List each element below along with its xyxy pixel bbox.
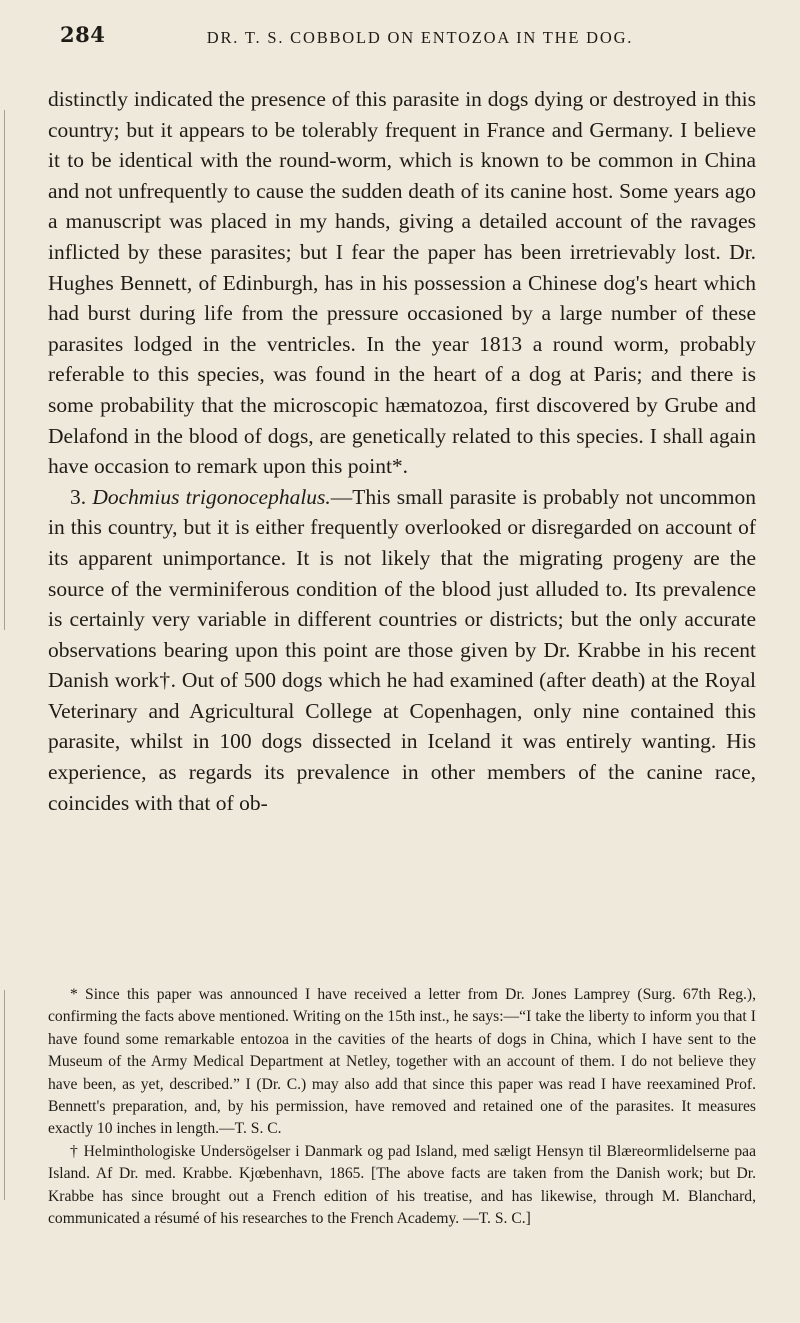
page-number: 284 <box>60 22 106 47</box>
species-name: Dochmius trigonocephalus. <box>92 484 331 509</box>
paragraph-dochmius <box>48 482 756 819</box>
main-text <box>48 84 756 818</box>
paragraph-dochmius-text: —This small parasite is probably not uncommon in this country, but it is either frequently overlooked or disregarded on account of its apparent unimportance. It is not likely that the migrating progeny are the source of the verminiferous condition of the blood just alluded to. Its prevalence is certainly very variable in different countries or districts; but the only accurate observations bearing upon this point are those given by Dr. Krabbe in his recent Danish work†. Out of 500 dogs which he had examined (after death) at the Royal Veterinary and Agricultural College at Copenhagen, only nine contained this parasite, whilst in 100 dogs dissected in Iceland it was entirely wanting. His experience, as regards its prevalence in other members of the canine race, coincides with that of ob- <box>48 484 756 815</box>
margin-mark-lower <box>4 990 15 1200</box>
page-header <box>60 18 740 58</box>
footnote-2: † Helminthologiske Undersögelser i Danmark og pad Island, med sæligt Hensyn til Blæreormlidelserne paa Island. Af Dr. med. Krabbe. Kjœbenhavn, 1865. [The above facts are taken from the Danish work; but Dr. Krabbe has since brought out a French edition of his treatise, and has likewise, through M. Blanchard, communicated a résumé of his researches to the French Academy. —T. S. C.] <box>48 1142 756 1228</box>
section-number: 3. <box>70 484 87 509</box>
footnote-1: * Since this paper was announced I have received a letter from Dr. Jones Lamprey (Surg. 67th Reg.), confirming the facts above mentioned. Writing on the 15th inst., he says:—“I take the liberty to inform you that I have found some remarkable entozoa in the cavities of the hearts of dogs in China, which I have sent to the Museum of the Army Medical Department at Netley, together with an account of them. I do not believe they have been, as yet, described.” I (Dr. C.) may also add that since this paper was read I have reexamined Prof. Bennett's preparation, and, by his permission, have removed and retained one of the parasites. It measures exactly 10 inches in length.—T. S. C. <box>48 986 756 1138</box>
margin-mark-upper <box>4 110 15 630</box>
running-title: DR. T. S. COBBOLD ON ENTOZOA IN THE DOG. <box>206 28 634 47</box>
footnotes <box>48 984 756 1230</box>
paragraph-continued: distinctly indicated the presence of this parasite in dogs dying or destroyed in this country; but it appears to be tolerably frequent in France and Germany. I believe it to be identical with the round-worm, which is known to be common in China and not unfrequently to cause the sudden death of its canine host. Some years ago a manuscript was placed in my hands, giving a detailed account of the ravages inflicted by these parasites; but I fear the paper has been irretrievably lost. Dr. Hughes Bennett, of Edinburgh, has in his possession a Chinese dog's heart which had burst during life from the pressure occasioned by a large number of these parasites lodged in the ventricles. In the year 1813 a round worm, probably referable to this species, was found in the heart of a dog at Paris; and there is some probability that the microscopic hæmatozoa, first discovered by Grube and Delafond in the blood of dogs, are genetically related to this species. I shall again have occasion to remark upon this point*. <box>48 87 756 479</box>
